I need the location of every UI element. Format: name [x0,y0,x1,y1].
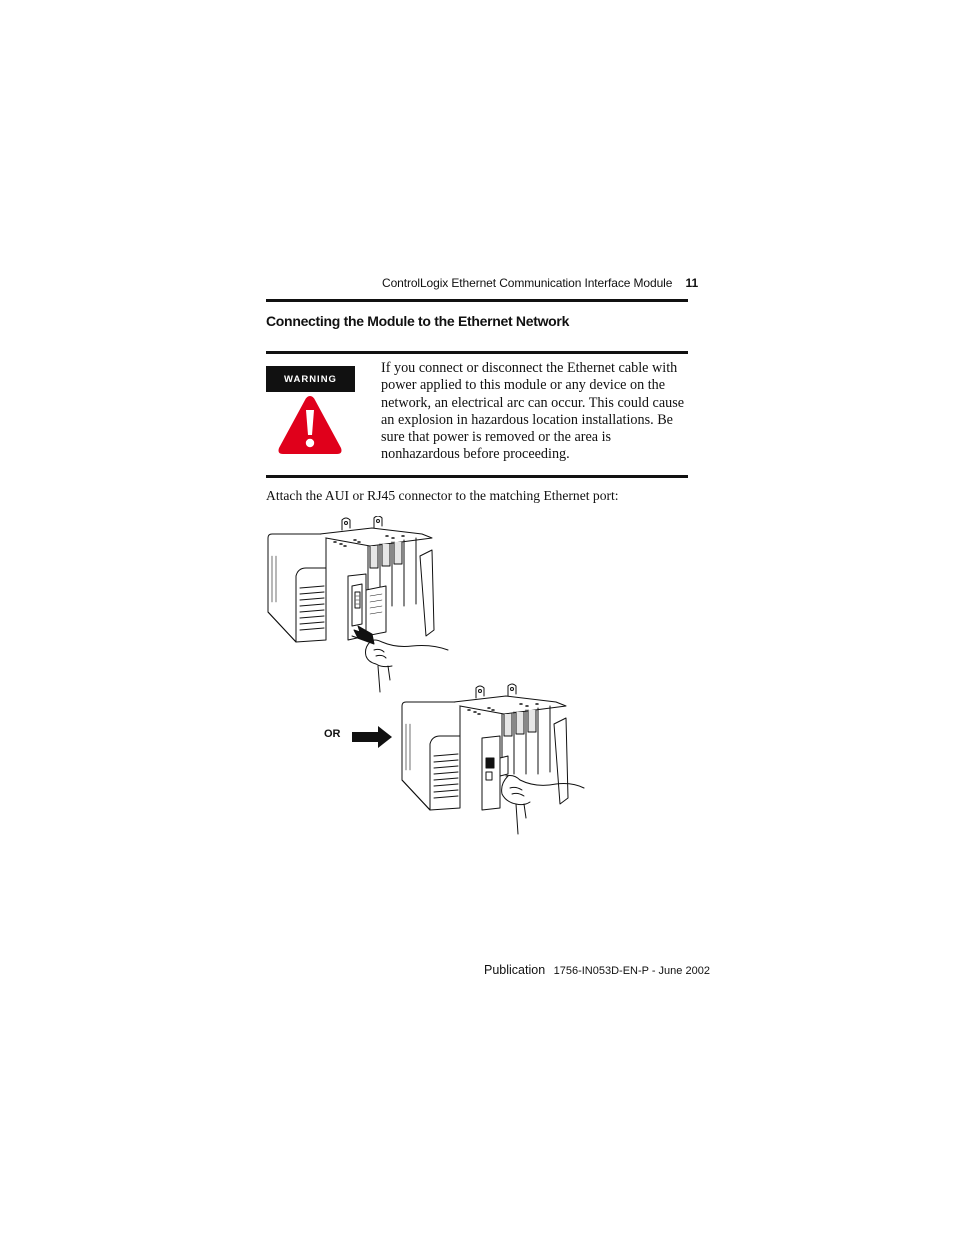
header-rule [266,299,688,302]
ethernet-connection-illustration [262,516,592,852]
warning-top-rule [266,351,688,354]
publication-footer [484,961,710,979]
or-label: OR [324,728,341,740]
instruction-text: Attach the AUI or RJ45 connector to the matching Ethernet port: [266,488,619,503]
chassis-aui-illustration [268,516,448,692]
chassis-rj45-illustration [402,684,584,834]
warning-badge: WARNING [266,366,355,392]
exclamation-triangle-icon [276,393,344,457]
arrow-right-icon [351,725,393,749]
publication-number: 1756-IN053D-EN-P - June 2002 [553,965,710,977]
section-title: Connecting the Module to the Ethernet Network [266,313,570,329]
publication-label: Publication [484,963,546,977]
page-number: 11 [685,276,699,290]
running-title: ControlLogix Ethernet Communication Interface Module [382,276,673,290]
warning-bottom-rule [266,475,688,478]
running-header [382,276,699,290]
warning-text: If you connect or disconnect the Ethernet cable with power applied to this module or any device on the network, an electrical arc can occur. This could cause an explosion in hazardous location installations. Be sure that power is removed or the area is nonhazardous before proceeding. [381,360,685,463]
